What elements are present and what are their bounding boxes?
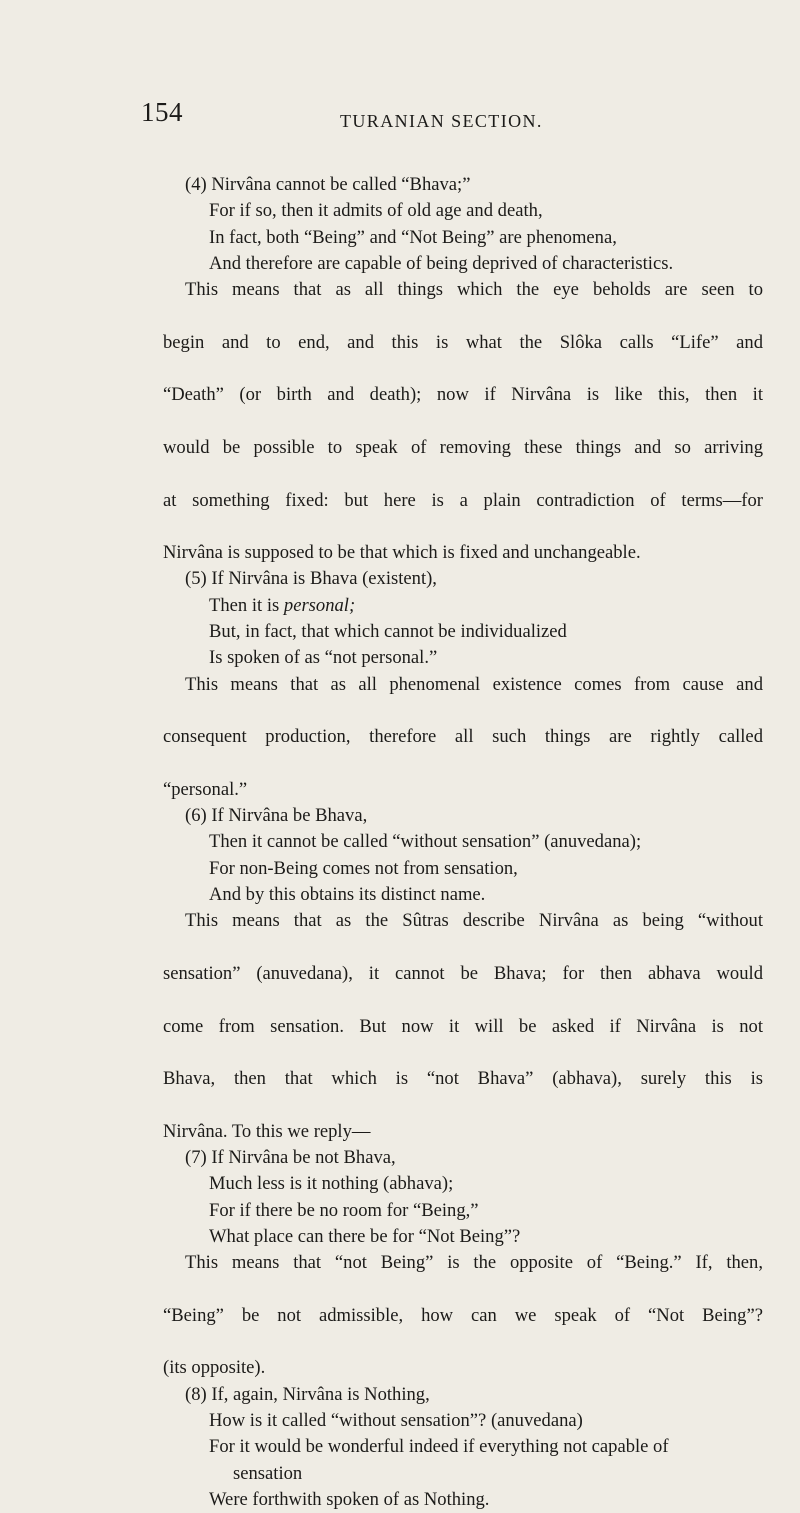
page-number: 154 — [141, 97, 183, 127]
prose-line: This means that “not Being” is the opposite of “Being.” If, then, — [185, 1252, 763, 1274]
verse-line: (4) Nirvâna cannot be called “Bhava;” — [185, 174, 471, 195]
prose-line: “personal.” — [163, 778, 248, 800]
italic-word: personal; — [283, 594, 356, 616]
prose-line: come from sensation. But now it will be asked if Nirvâna is not — [163, 1015, 763, 1037]
verse-line: For if so, then it admits of old age and death, — [209, 200, 543, 222]
prose-line: at something fixed: but here is a plain contradiction of terms—for — [163, 489, 763, 511]
verse-line: For it would be wonderful indeed if everything not capable of — [209, 1436, 669, 1458]
verse-line: Is spoken of as “not personal.” — [209, 647, 438, 669]
verse-text: Then it is — [209, 594, 284, 616]
verse-line: For non-Being comes not from sensation, — [209, 857, 518, 879]
verse-line: Much less is it nothing (abhava); — [209, 1173, 454, 1195]
prose-line: sensation” (anuvedana), it cannot be Bhava; for then abhava would — [163, 962, 763, 984]
body-text — [163, 172, 763, 1513]
prose-line: begin and to end, and this is what the Slôka calls “Life” and — [163, 331, 763, 353]
prose-line: (its opposite). — [163, 1357, 266, 1379]
prose-line: “Being” be not admissible, how can we speak of “Not Being”? — [163, 1304, 763, 1326]
prose-line: Bhava, then that which is “not Bhava” (abhava), surely this is — [163, 1068, 763, 1090]
prose-line: This means that as all phenomenal existence comes from cause and — [185, 673, 763, 695]
page-header — [0, 97, 800, 137]
prose-line: “Death” (or birth and death); now if Nirvâna is like this, then it — [163, 384, 763, 406]
verse-line: And therefore are capable of being deprived of characteristics. — [209, 252, 674, 274]
verse-line: But, in fact, that which cannot be individualized — [209, 621, 567, 643]
verse-line: Were forthwith spoken of as Nothing. — [209, 1488, 490, 1510]
verse-line: sensation — [233, 1462, 303, 1484]
prose-line: Nirvâna is supposed to be that which is fixed and unchangeable. — [163, 542, 641, 564]
verse-line: In fact, both “Being” and “Not Being” are phenomena, — [209, 226, 617, 248]
verse-line: (8) If, again, Nirvâna is Nothing, — [185, 1383, 430, 1405]
verse-line: (6) If Nirvâna be Bhava, — [185, 805, 368, 827]
verse-line: What place can there be for “Not Being”? — [209, 1225, 521, 1247]
running-head: TURANIAN SECTION. — [340, 111, 543, 131]
verse-line: For if there be no room for “Being,” — [209, 1199, 479, 1221]
verse-line: And by this obtains its distinct name. — [209, 884, 486, 906]
prose-line: consequent production, therefore all such things are rightly called — [163, 726, 763, 748]
verse-line — [163, 593, 763, 619]
prose-line: This means that as all things which the eye beholds are seen to — [185, 279, 763, 301]
verse-line: (5) If Nirvâna is Bhava (existent), — [185, 568, 437, 590]
verse-line: Then it cannot be called “without sensation” (anuvedana); — [209, 831, 642, 853]
prose-line: would be possible to speak of removing these things and so arriving — [163, 436, 763, 458]
verse-line: How is it called “without sensation”? (anuvedana) — [209, 1409, 583, 1431]
prose-line: This means that as the Sûtras describe Nirvâna as being “without — [185, 910, 763, 932]
verse-line: (7) If Nirvâna be not Bhava, — [185, 1146, 396, 1168]
prose-line: Nirvâna. To this we reply— — [163, 1120, 371, 1142]
